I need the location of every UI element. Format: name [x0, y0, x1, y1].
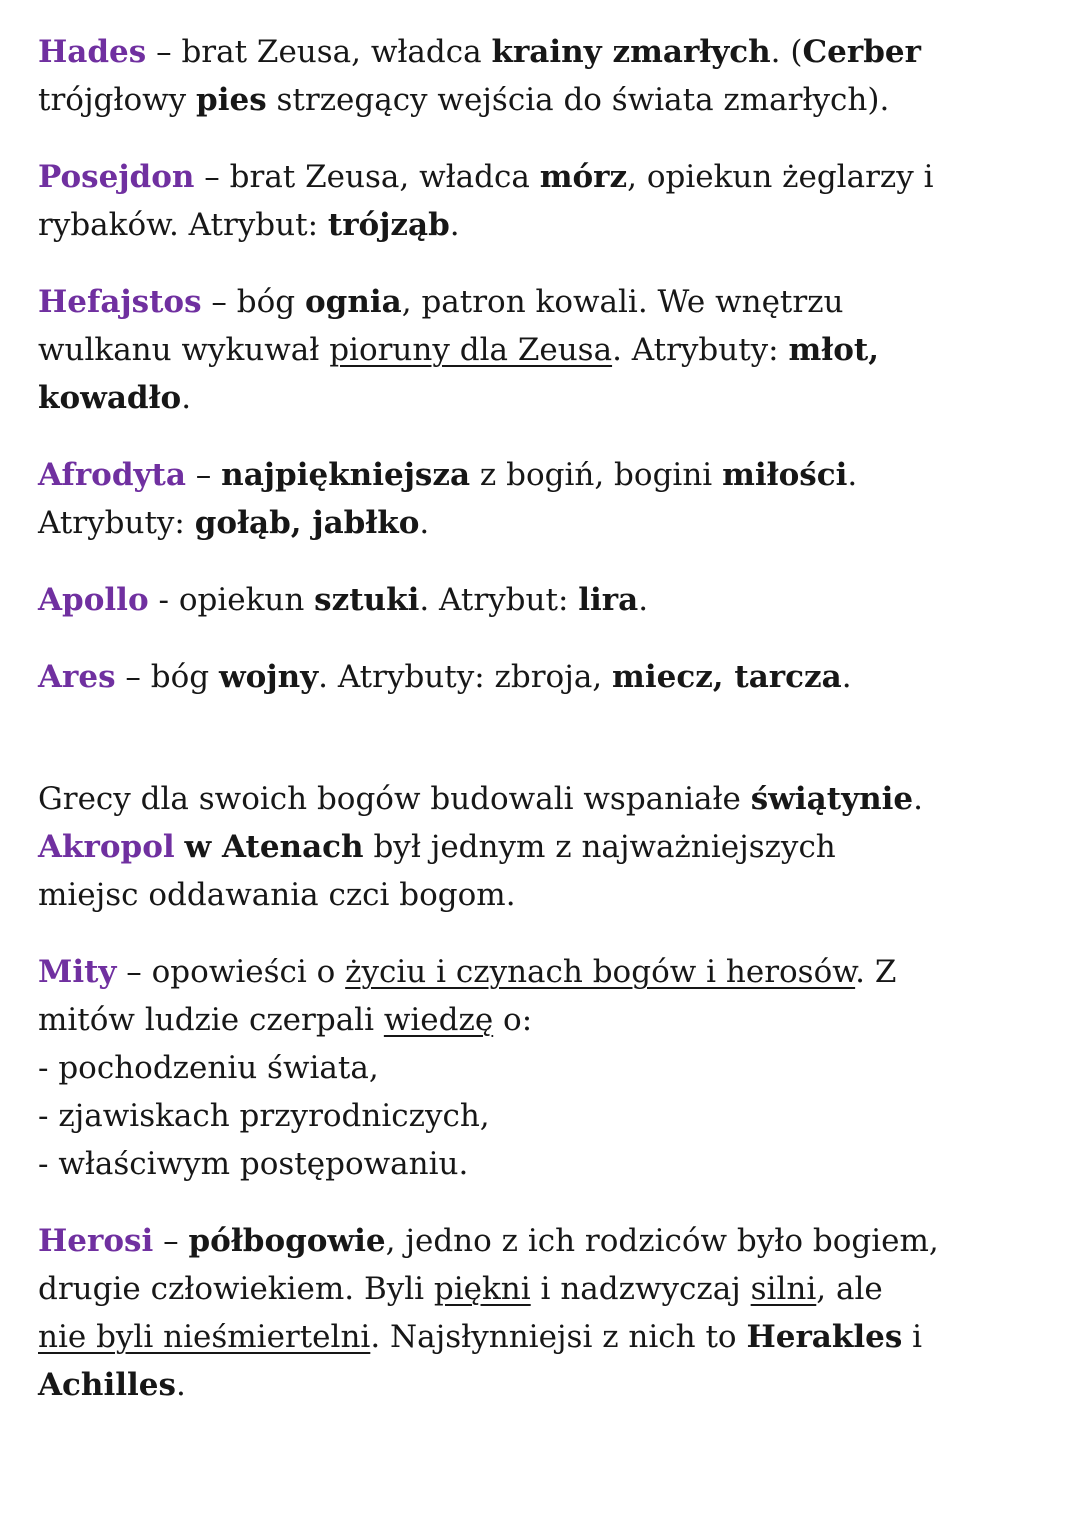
text-run: sztuki [314, 582, 420, 618]
text-run: Herakles [746, 1319, 903, 1355]
text-run: wiedzę [383, 1002, 494, 1038]
text-run: . Z [855, 954, 897, 990]
text-run: - zjawiskach przyrodniczych, [38, 1098, 490, 1134]
text-run: . [419, 505, 430, 541]
text-run: drugie człowiekiem. Byli [38, 1271, 434, 1307]
term-hefajstos: Hefajstos [38, 284, 202, 320]
text-run: i nadzwyczaj [530, 1271, 751, 1307]
text-run: , ale [816, 1271, 883, 1307]
text-run: w Atenach [184, 829, 364, 865]
text-run: życiu i czynach bogów i herosów [345, 954, 856, 990]
document-body [38, 28, 1040, 1409]
text-run: i [902, 1319, 923, 1355]
text-run: . [913, 781, 923, 817]
paragraph-posejdon [38, 153, 1040, 249]
paragraph-herosi [38, 1217, 1040, 1409]
text-run: silni [750, 1271, 817, 1307]
text-run: miecz, tarcza [612, 659, 842, 695]
text-run: . Najsłynniejsi z nich to [370, 1319, 747, 1355]
text-run: – brat Zeusa, władca [146, 34, 492, 70]
text-run: miejsc oddawania czci bogom. [38, 877, 516, 913]
text-run: . [181, 380, 192, 416]
text-run: – brat Zeusa, władca [194, 159, 540, 195]
text-run: . [449, 207, 460, 243]
text-run: . [638, 582, 649, 618]
paragraph-spacer-after-ares [38, 730, 1040, 746]
text-run: pies [196, 82, 267, 118]
text-run: wojny [218, 659, 319, 695]
text-run: – bóg [115, 659, 219, 695]
text-run: trójgłowy [38, 82, 197, 118]
text-run: , jedno z ich rodziców było bogiem, [385, 1223, 939, 1259]
text-run: kowadło [38, 380, 182, 416]
text-run: pioruny dla Zeusa [329, 332, 613, 368]
text-run: . Atrybuty: zbroja, [318, 659, 613, 695]
text-run: strzegący wejścia do świata zmarłych). [266, 82, 890, 118]
paragraph-afrodyta [38, 451, 1040, 547]
paragraph-mity [38, 948, 1040, 1188]
text-run: gołąb, jabłko [194, 505, 420, 541]
text-run: , opiekun żeglarzy i [627, 159, 934, 195]
text-run: wulkanu wykuwał [38, 332, 330, 368]
text-run: mórz [539, 159, 628, 195]
term-swiatynie: Akropol [38, 829, 175, 865]
text-run: - pochodzeniu świata, [38, 1050, 379, 1086]
text-run: ognia [304, 284, 402, 320]
term-herosi: Herosi [38, 1223, 154, 1259]
text-run [175, 829, 185, 865]
text-run: trójząb [327, 207, 450, 243]
text-run: – bóg [201, 284, 305, 320]
text-run: . [841, 659, 852, 695]
text-run: nie byli nieśmiertelni [38, 1319, 371, 1355]
text-run: . ( [770, 34, 803, 70]
term-ares: Ares [38, 659, 116, 695]
text-run: , patron kowali. We wnętrzu [401, 284, 844, 320]
text-run: Achilles [38, 1367, 176, 1403]
term-apollo: Apollo [38, 582, 149, 618]
text-run: – opowieści o [116, 954, 346, 990]
text-run: lira [578, 582, 639, 618]
text-run: krainy zmarłych [491, 34, 771, 70]
text-run: . [175, 1367, 186, 1403]
paragraph-swiatynie [38, 775, 1040, 919]
term-afrodyta: Afrodyta [38, 457, 186, 493]
text-run: - właściwym postępowaniu. [38, 1146, 469, 1182]
text-run: – [153, 1223, 189, 1259]
text-run: świątynie [750, 781, 914, 817]
text-run: Atrybuty: [38, 505, 195, 541]
text-run: . [847, 457, 858, 493]
text-run: młot, [788, 332, 880, 368]
text-run: . Atrybut: [419, 582, 579, 618]
paragraph-hades [38, 28, 1040, 124]
text-run: mitów ludzie czerpali [38, 1002, 384, 1038]
text-run: miłości [722, 457, 848, 493]
term-posejdon: Posejdon [38, 159, 195, 195]
paragraph-ares [38, 653, 1040, 701]
term-hades: Hades [38, 34, 147, 70]
text-run: Cerber [802, 34, 921, 70]
text-run: . Atrybuty: [612, 332, 789, 368]
text-run: o: [493, 1002, 533, 1038]
text-run: półbogowie [188, 1223, 386, 1259]
paragraph-hefajstos [38, 278, 1040, 422]
text-run: - opiekun [148, 582, 315, 618]
term-mity: Mity [38, 954, 117, 990]
text-run: z bogiń, bogini [470, 457, 723, 493]
text-run: piękni [433, 1271, 531, 1307]
paragraph-apollo [38, 576, 1040, 624]
text-run: – [185, 457, 222, 493]
text-run: Grecy dla swoich bogów budowali wspaniałe [38, 781, 751, 817]
text-run: rybaków. Atrybut: [38, 207, 328, 243]
text-run: najpiękniejsza [221, 457, 471, 493]
text-run: był jednym z najważniejszych [363, 829, 836, 865]
